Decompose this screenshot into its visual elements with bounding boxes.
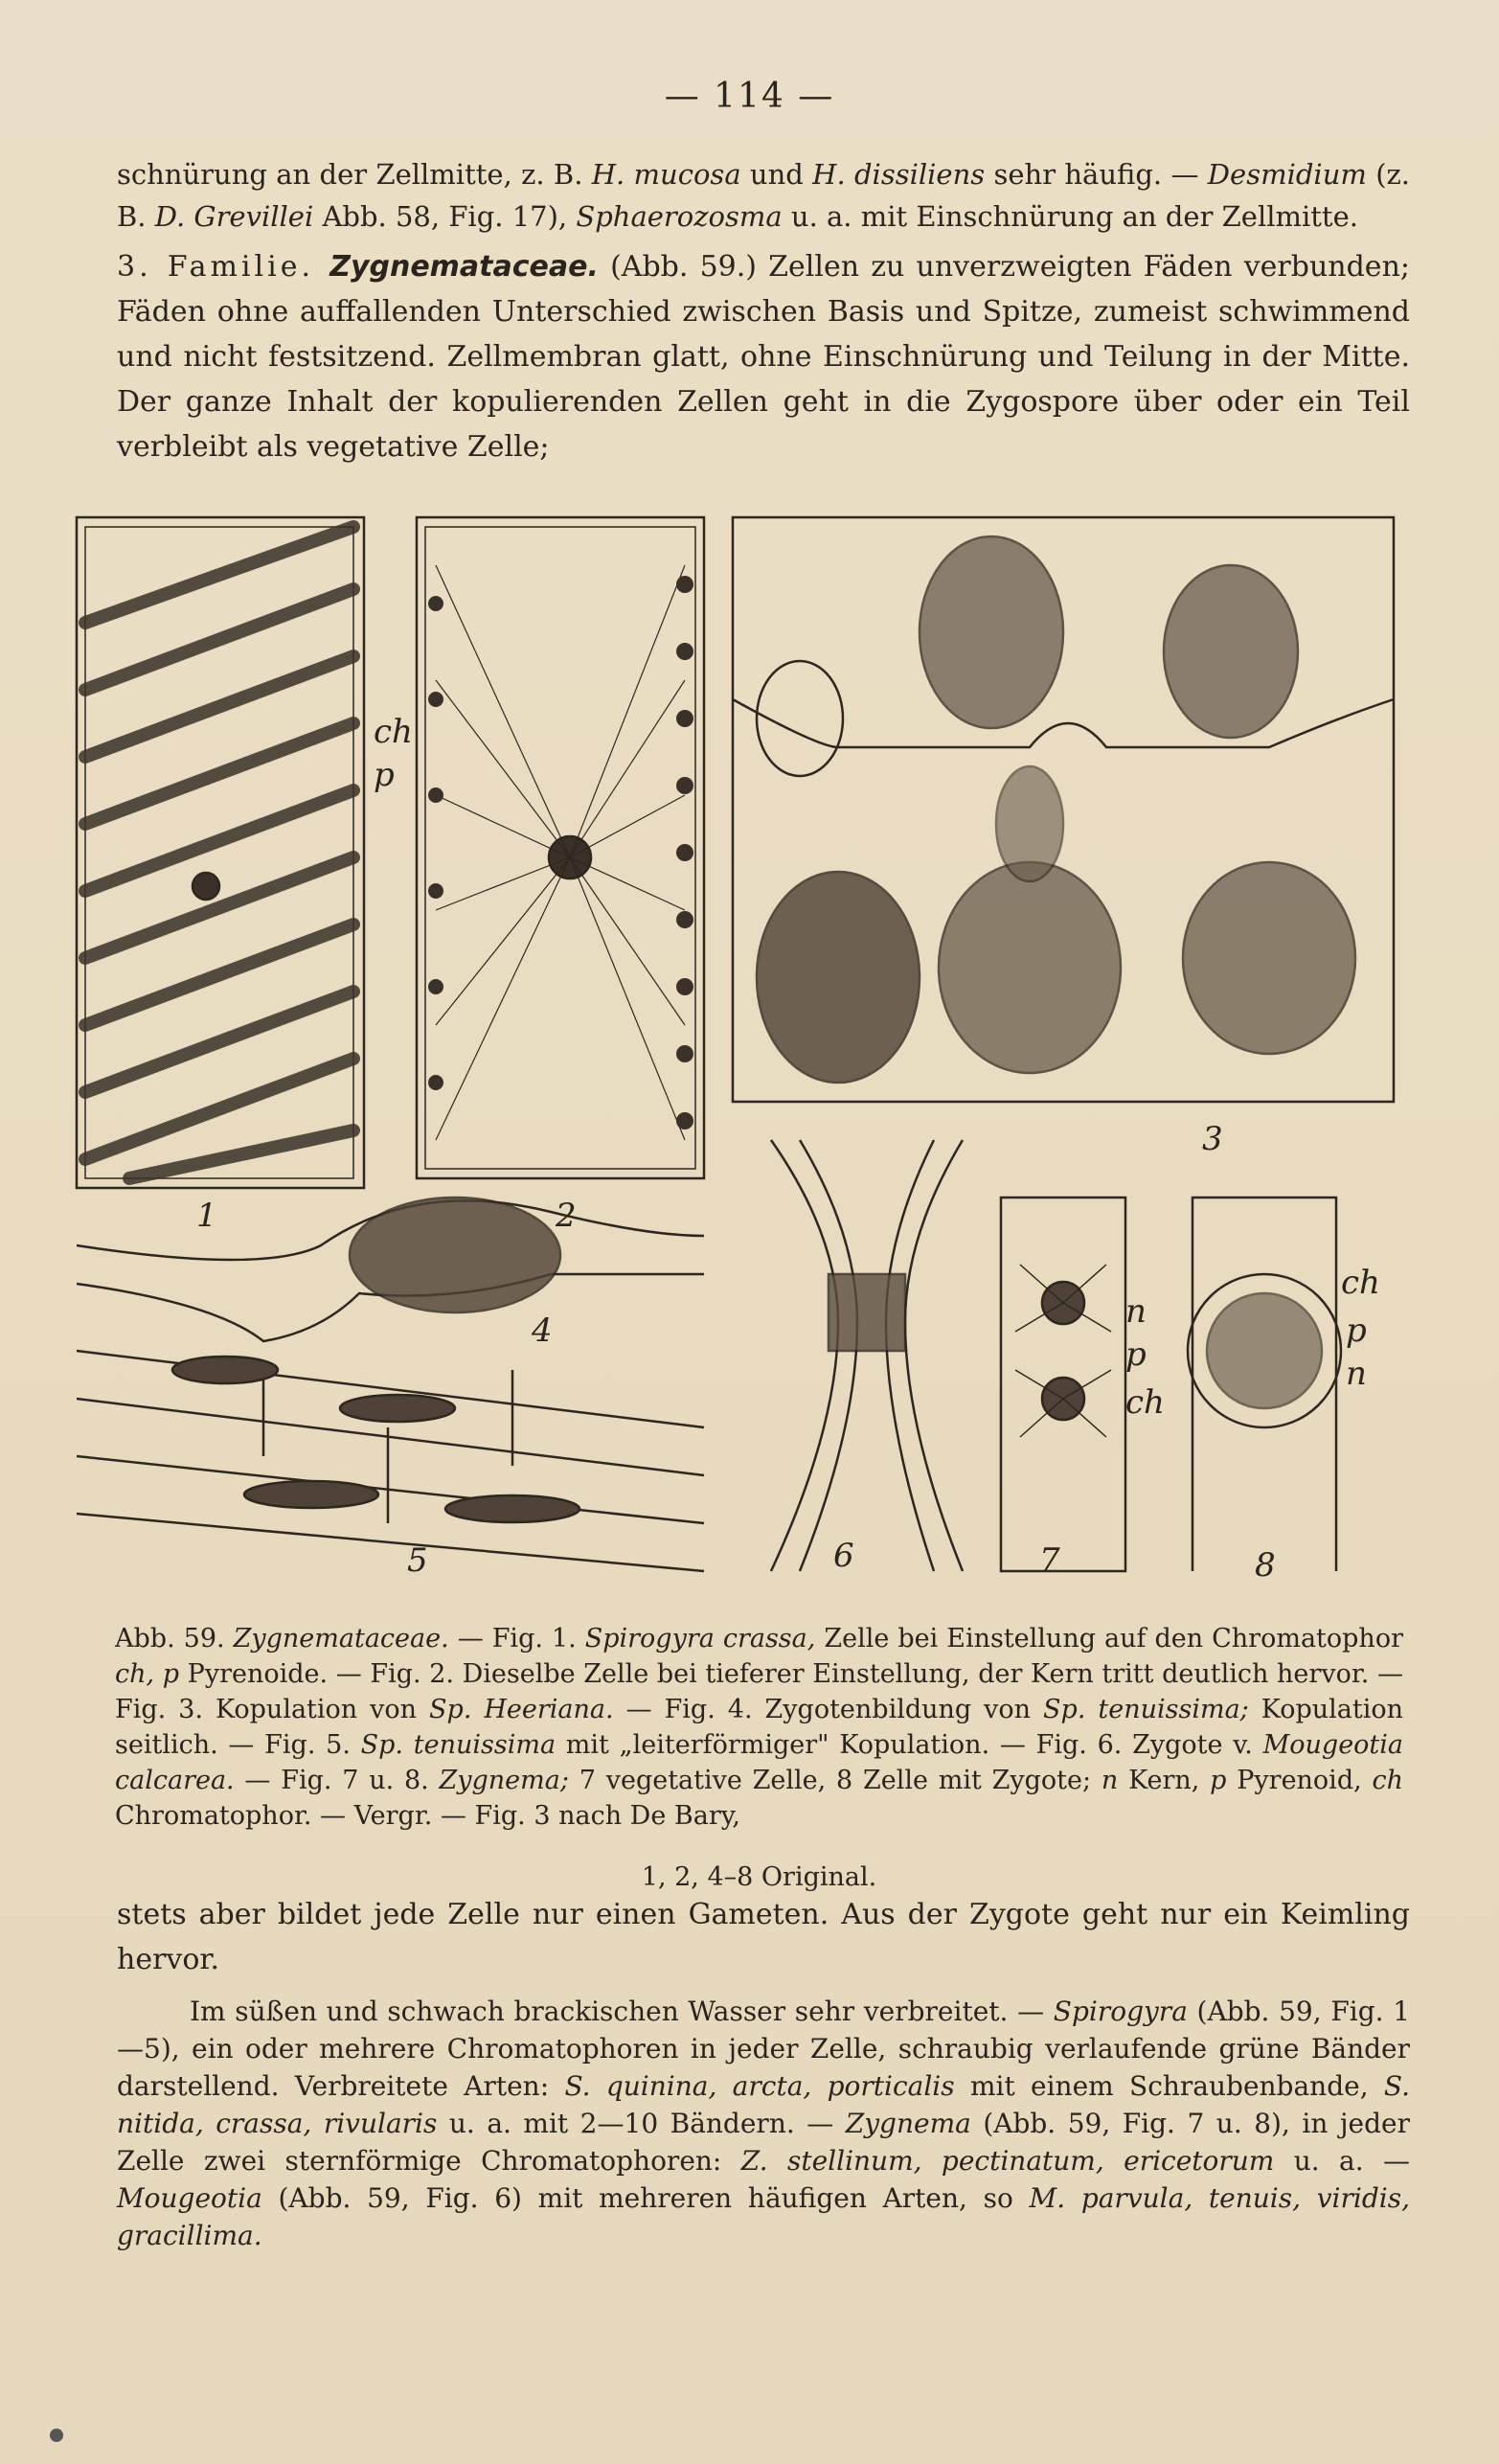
figure-59 — [72, 508, 1403, 1581]
label-p-fig8: p — [1346, 1312, 1367, 1350]
ink-spot — [50, 2429, 63, 2442]
label-fig3: 3 — [1202, 1120, 1223, 1158]
fig7-cell — [1001, 1198, 1125, 1571]
label-fig2: 2 — [556, 1197, 577, 1235]
paragraph-bottom: Im süßen und schwach brackischen Wasser sehr verbreitet. — Spirogyra (Abb. 59, Fig. 1—5), ein oder mehrere Chromatophoren in jeder Zelle, schraubig verlaufende grüne Bänder darstellend. Verbreitete Arten: S. quinina, arcta, porticalis mit einem Schraubenbande, S. nitida, crassa, rivularis u. a. mit 2—10 Bändern. — Zygnema (Abb. 59, Fig. 7 u. 8), in jeder Zelle zwei sternförmige Chromatophoren: Z. stellinum, pectinatum, ericetorum u. a. — Mougeotia (Abb. 59, Fig. 6) mit mehreren häufigen Arten, so M. parvula, tenuis, viridis, gracillima. — [117, 1996, 1411, 2251]
label-fig5: 5 — [407, 1541, 428, 1580]
label-ch-fig1: ch — [374, 713, 413, 751]
label-p-fig7: p — [1125, 1335, 1147, 1374]
fig3-conjugation — [733, 517, 1394, 1102]
page-number: — 114 — — [664, 77, 835, 116]
fig4-zygote — [77, 1198, 704, 1341]
fig1-cell — [77, 517, 364, 1188]
family-prefix: 3. Familie. — [117, 250, 330, 284]
label-fig6: 6 — [833, 1537, 854, 1575]
family-name: Zygnemataceae. — [329, 250, 599, 284]
label-n-fig8: n — [1346, 1355, 1367, 1393]
fig5-ladder — [77, 1351, 704, 1571]
label-fig7: 7 — [1039, 1541, 1060, 1580]
label-fig1: 1 — [196, 1197, 217, 1235]
label-p-fig1: p — [374, 756, 395, 794]
paragraph-middle: stets aber bildet jede Zelle nur einen Gameten. Aus der Zygote geht nur ein Keimling hervor. — [117, 1898, 1410, 1976]
label-ch-fig7: ch — [1125, 1383, 1165, 1422]
paragraph-top: schnürung an der Zellmitte, z. B. H. mucosa und H. dissiliens sehr häufig. — Desmidium (z. B. D. Grevillei Abb. 58, Fig. 17), Sphaerozosma u. a. mit Einschnürung an der Zellmitte. — [117, 158, 1411, 233]
paragraph-family: 3. Familie. Zygnemataceae. (Abb. 59.) Zellen zu unverzweigten Fäden verbunden; Fäden ohne auffallenden Unterschied zwischen Basis und Spitze, zumeist schwimmend und nicht festsitzend. Zellmembran glatt, ohne Einschnürung und Teilung in der Mitte. Der ganze Inhalt der kopulierenden Zellen geht in die Zygospore über oder ein Teil verbleibt als vegetative Zelle; — [117, 250, 1410, 464]
label-fig8: 8 — [1255, 1546, 1276, 1581]
fig8-cell — [1188, 1198, 1341, 1571]
label-fig4: 4 — [532, 1312, 553, 1350]
figure-caption: Abb. 59. Zygnemataceae. — Fig. 1. Spirogyra crassa, Zelle bei Einstellung auf den Chromatophor ch, p Pyrenoide. — Fig. 2. Dieselbe Zelle bei tieferer Einstellung, der Kern tritt deutlich hervor. — Fig. 3. Kopulation von Sp. Heeriana. — Fig. 4. Zygotenbildung von Sp. tenuissima; Kopulation seitlich. — Fig. 5. Sp. tenuissima mit „leiterförmiger" Kopulation. — Fig. 6. Zygote v. Mougeotia calcarea. — Fig. 7 u. 8. Zygnema; 7 vegetative Zelle, 8 Zelle mit Zygote; n Kern, p Pyrenoid, ch Chromatophor. — Vergr. — Fig. 3 nach De Bary, 1, 2, 4–8 Original. — [115, 1624, 1404, 1892]
label-ch-fig8: ch — [1341, 1264, 1380, 1302]
fig2-cell — [417, 517, 704, 1178]
label-n-fig7: n — [1125, 1292, 1147, 1331]
fig6-zygote — [771, 1140, 963, 1571]
